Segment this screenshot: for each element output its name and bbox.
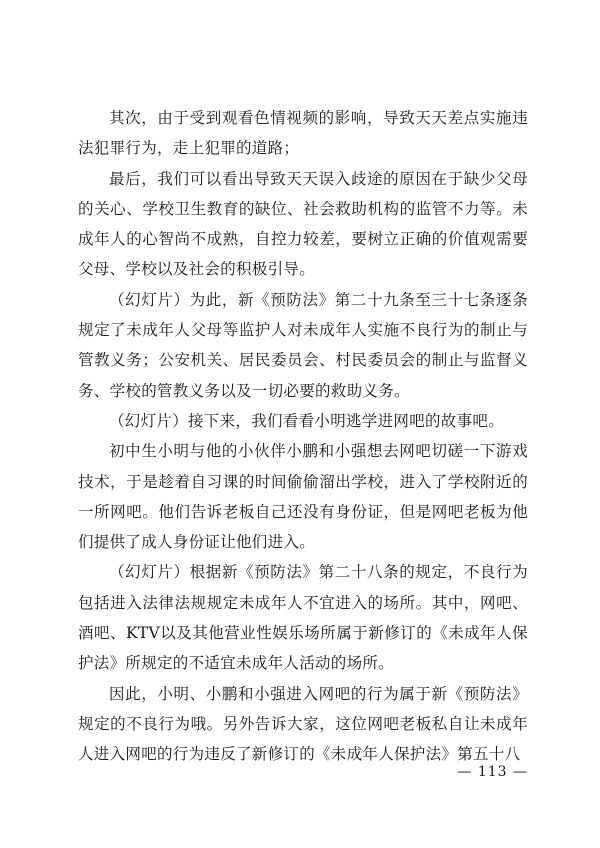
paragraph-4: （幻灯片）接下来，我们看看小明逃学进网吧的故事吧。: [109, 411, 505, 430]
page-footer: [0, 760, 600, 784]
page-number: — 113 —: [457, 764, 528, 780]
paragraph-1: 其次，由于受到观看色情视频的影响，导致天天差点实施违法犯罪行为，走上犯罪的道路；: [78, 109, 528, 158]
paragraph-5: 初中生小明与他的小伙伴小鹏和小强想去网吧切磋一下游戏技术，于是趁着自习课的时间偷偷溜出学校，进入了学校附近的一所网吧。他们告诉老板自己还没有身份证，但是网吧老板为他们提供了成人身份证让他们进入。: [78, 442, 528, 552]
body-text: [78, 103, 528, 770]
paragraph-2: 最后，我们可以看出导致天天误入歧途的原因在于缺少父母的关心、学校卫生教育的缺位、社会救助机构的监管不力等。未成年人的心智尚不成熟，自控力较差，要树立正确的价值观需要父母、学校以及社会的积极引导。: [78, 169, 528, 279]
paragraph-6: （幻灯片）根据新《预防法》第二十八条的规定，不良行为包括进入法律法规规定未成年人不宜进入的场所。其中，网吧、酒吧、KTV以及其他营业性娱乐场所属于新修订的《未成年人保护法》所规定的不适宜未成年人活动的场所。: [78, 563, 528, 673]
paragraph-7: 因此，小明、小鹏和小强进入网吧的行为属于新《预防法》规定的不良行为哦。另外告诉大家，这位网吧老板私自让未成年人进入网吧的行为违反了新修订的《未成年人保护法》第五十八: [78, 684, 528, 764]
paragraph-3: （幻灯片）为此，新《预防法》第二十九条至三十七条逐条规定了未成年人父母等监护人对未成年人实施不良行为的制止与管教义务；公安机关、居民委员会、村民委员会的制止与监督义务、学校的管教义务以及一切必要的救助义务。: [78, 290, 528, 400]
